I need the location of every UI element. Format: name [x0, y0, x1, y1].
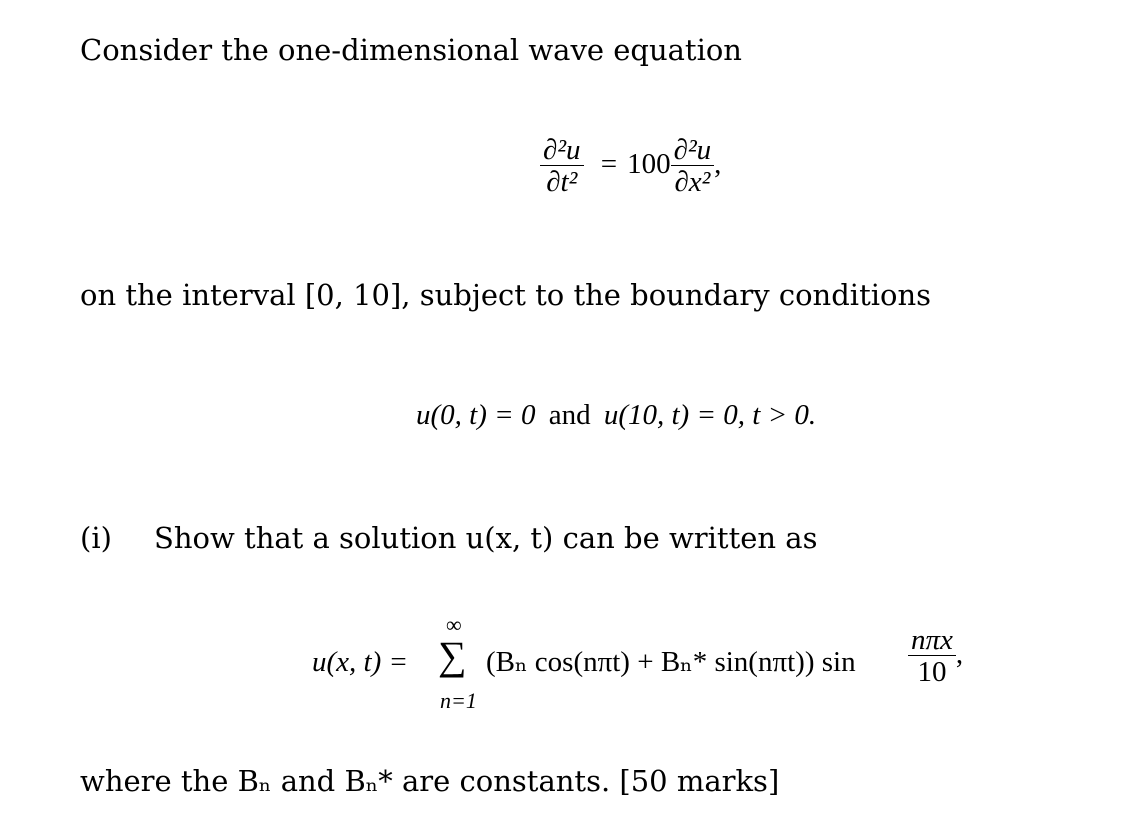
- sum-upper-limit: ∞: [446, 612, 462, 637]
- bc-left: u(0, t) = 0: [416, 399, 536, 431]
- lhs-denominator: ∂t²: [540, 165, 584, 197]
- wave-equation: [540, 136, 721, 197]
- sine-argument: [908, 626, 963, 687]
- lhs-fraction: [540, 136, 584, 197]
- solution-comma: ,: [955, 638, 964, 671]
- coefficient: 100: [627, 148, 671, 181]
- bc-right: u(10, t) = 0, t > 0.: [603, 399, 817, 431]
- interval-text: on the interval [0, 10], subject to the boundary conditions: [80, 278, 932, 312]
- boundary-conditions: [416, 401, 816, 430]
- intro-text: Consider the one-dimensional wave equation: [80, 33, 742, 67]
- rhs-denominator: ∂x²: [671, 165, 715, 197]
- part-text: Show that a solution u(x, t) can be written as: [154, 521, 818, 555]
- equation-comma: ,: [714, 148, 722, 181]
- solution-body: [486, 648, 856, 677]
- rhs-fraction: [671, 136, 715, 197]
- solution-lhs-expr: u(x, t) =: [312, 646, 409, 678]
- closing-text: where the Bₙ and Bₙ* are constants. [50 marks]: [80, 764, 780, 798]
- series-term: (Bₙ cos(nπt) + Bₙ* sin(nπt)) sin: [486, 646, 856, 678]
- equals-sign: =: [600, 148, 618, 181]
- lhs-numerator: ∂²u: [543, 134, 581, 166]
- rhs-numerator: ∂²u: [673, 134, 712, 166]
- sum-symbol: ∑: [438, 633, 467, 678]
- solution-lhs: [312, 648, 408, 677]
- argument-fraction: [908, 626, 956, 687]
- part-label: (i): [80, 521, 112, 555]
- bc-and: and: [548, 399, 591, 431]
- argument-numerator: nπx: [911, 624, 953, 656]
- argument-denominator: 10: [908, 655, 956, 687]
- sum-lower-limit: n=1: [440, 688, 477, 713]
